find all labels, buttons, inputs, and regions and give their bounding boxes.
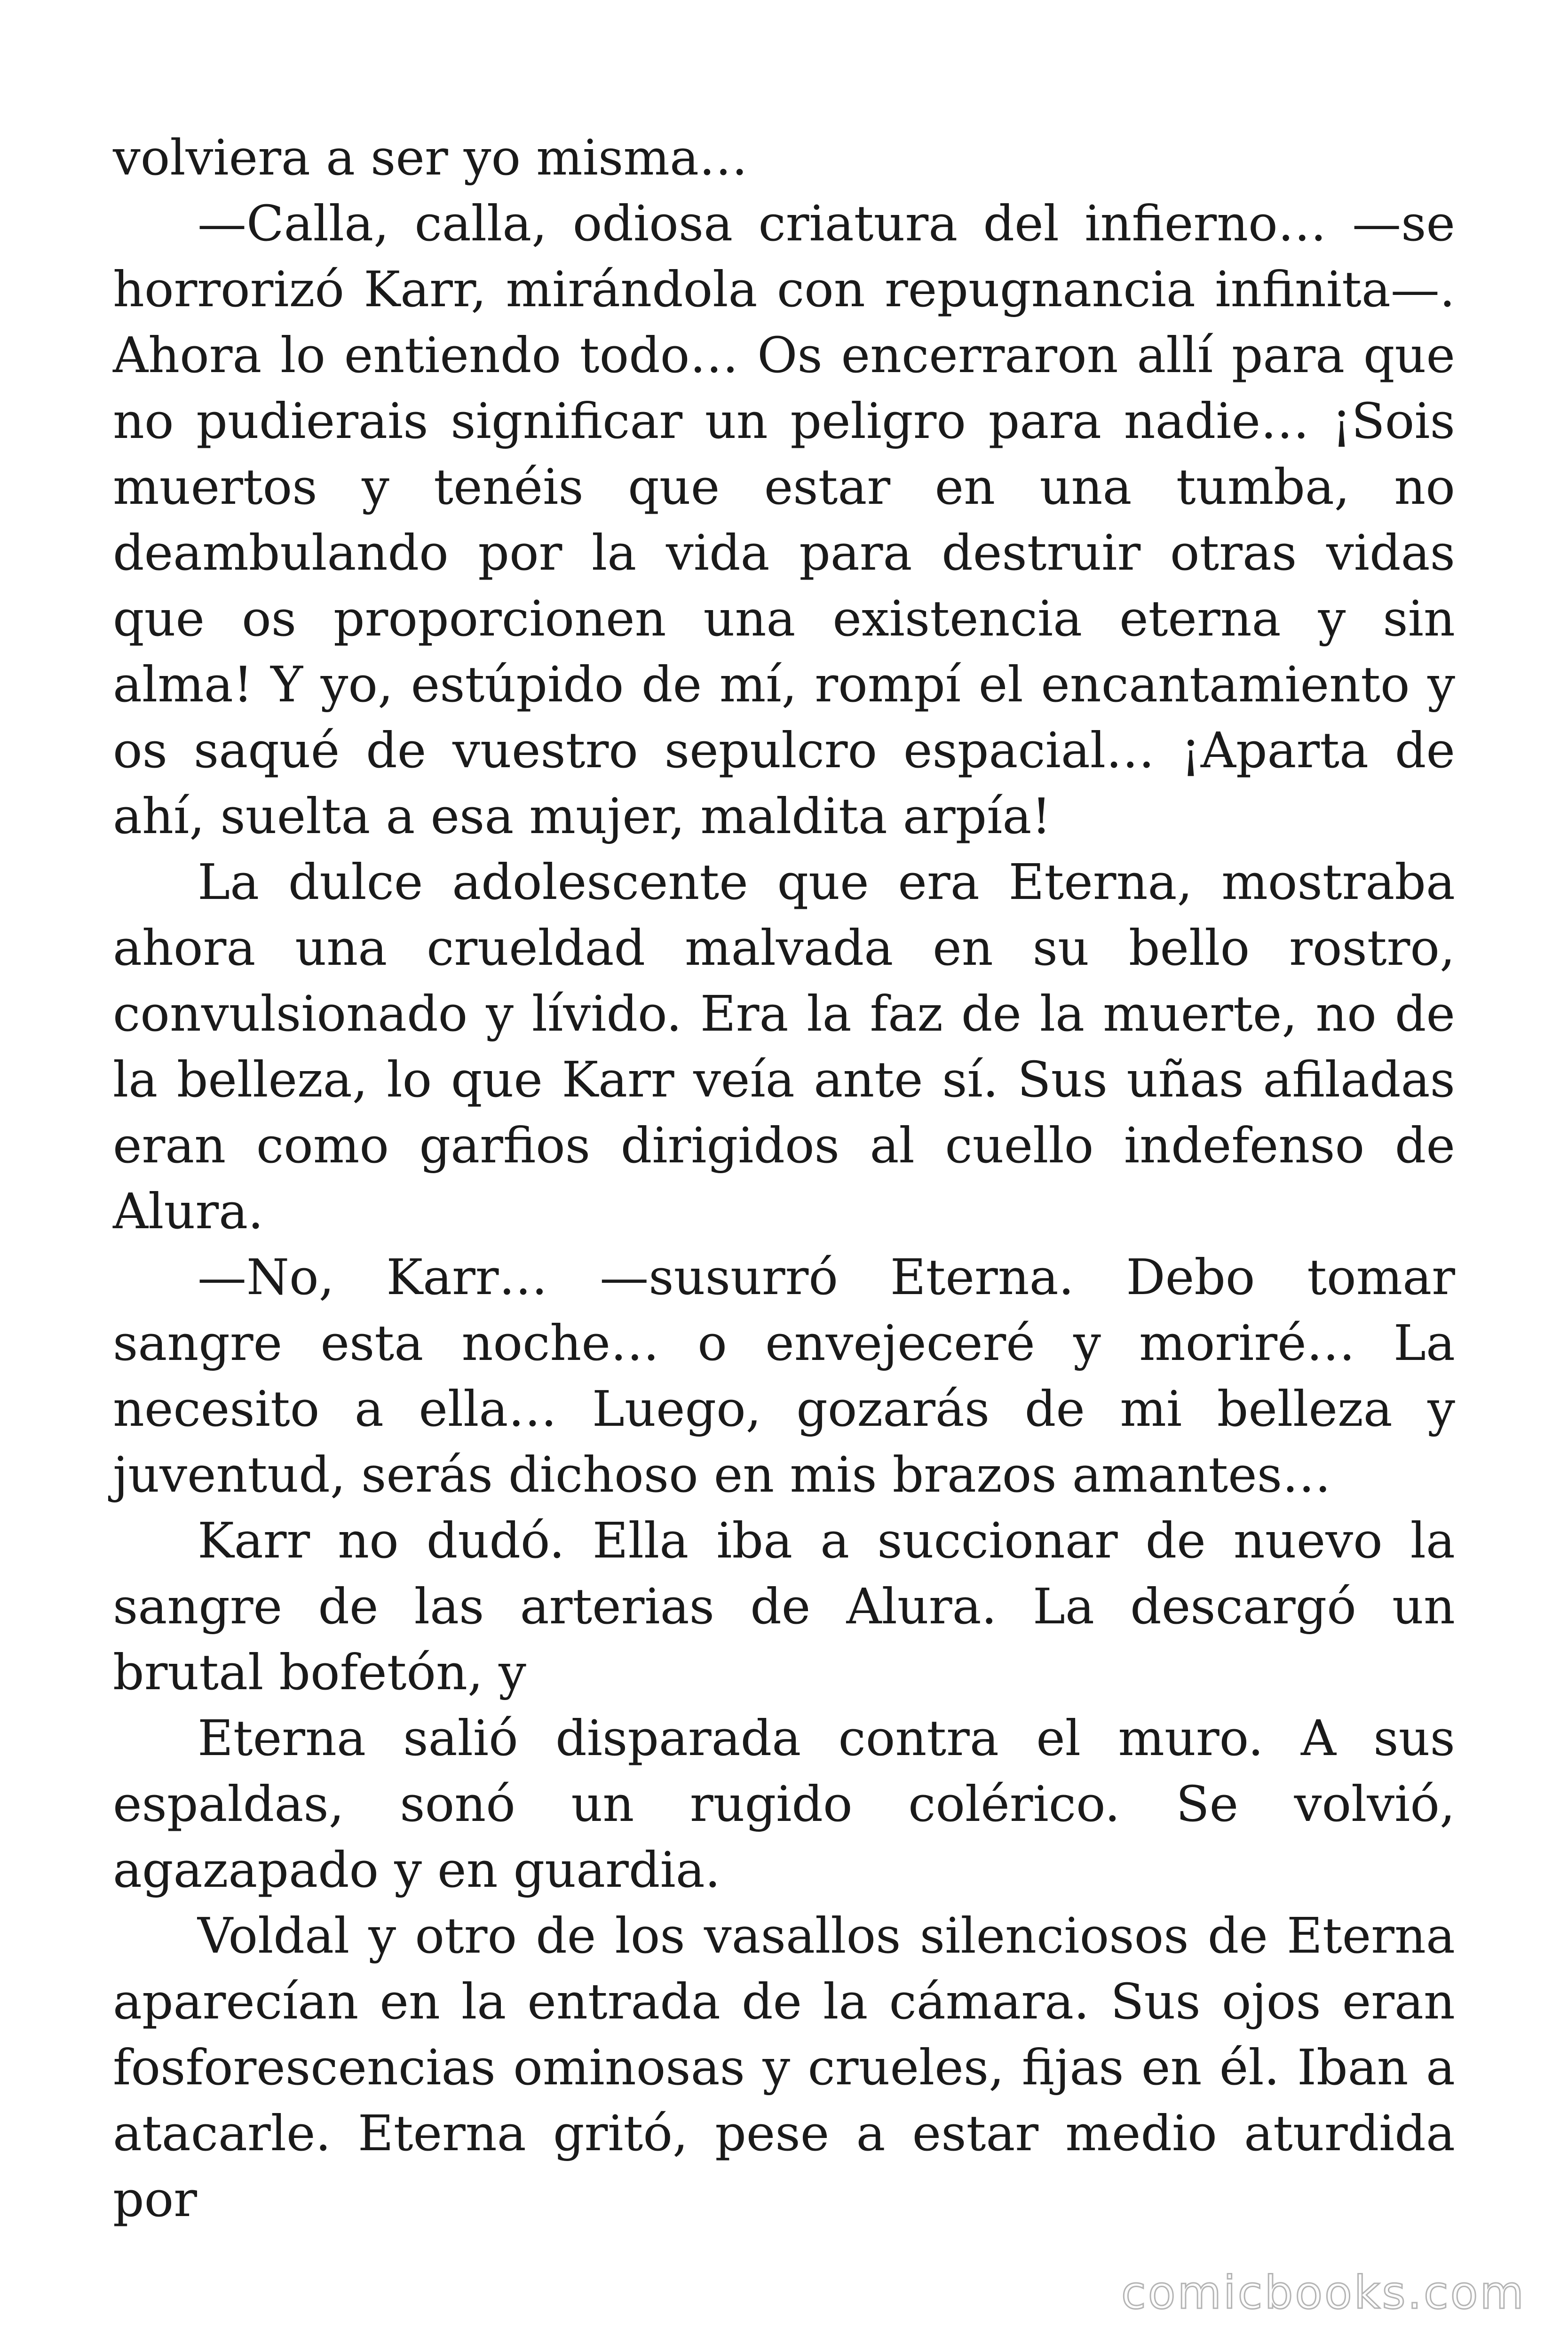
paragraph-dialogue-karr: —Calla, calla, odiosa criatura del infierno… —se horrorizó Karr, mirándola con repugnancia infinita—. Ahora lo entiendo todo… Os encerraron allí para que no pudierais significar un peligro para nadie… ¡Sois muertos y tenéis que estar en una tumba, no deambulando por la vida para destruir otras vidas que os proporcionen una existencia eterna y sin alma! Y yo, estúpido de mí, rompí el encantamiento y os saqué de vuestro sepulcro espacial… ¡Aparta de ahí, suelta a esa mujer, maldita arpía! [113, 195, 1455, 845]
paragraph-continuation: volviera a ser yo misma… [113, 129, 748, 186]
watermark: comicbooks.com [1121, 2266, 1526, 2319]
paragraph-eterna-thrown: Eterna salió disparada contra el muro. A sus espaldas, sonó un rugido colérico. Se volvió, agazapado y en guardia. [113, 1709, 1455, 1899]
paragraph-eterna-description: La dulce adolescente que era Eterna, mostraba ahora una crueldad malvada en su bello rostro, convulsionado y lívido. Era la faz de la muerte, no de la belleza, lo que Karr veía ante sí. Sus uñas afiladas eran como garfios dirigidos al cuello indefenso de Alura. [113, 853, 1455, 1240]
paragraph-voldal-appears: Voldal y otro de los vasallos silenciosos de Eterna aparecían en la entrada de la cámara. Sus ojos eran fosforescencias ominosas y crueles, fijas en él. Iban a atacarle. Eterna gritó, pese a estar medio aturdida por [113, 1907, 1455, 2228]
paragraph-karr-action: Karr no dudó. Ella iba a succionar de nuevo la sangre de las arterias de Alura. La descargó un brutal bofetón, y [113, 1512, 1455, 1701]
paragraph-dialogue-eterna: —No, Karr… —susurró Eterna. Debo tomar sangre esta noche… o envejeceré y moriré… La necesito a ella… Luego, gozarás de mi belleza y juventud, serás dichoso en mis brazos amantes… [113, 1248, 1455, 1503]
book-page [113, 125, 1455, 2232]
